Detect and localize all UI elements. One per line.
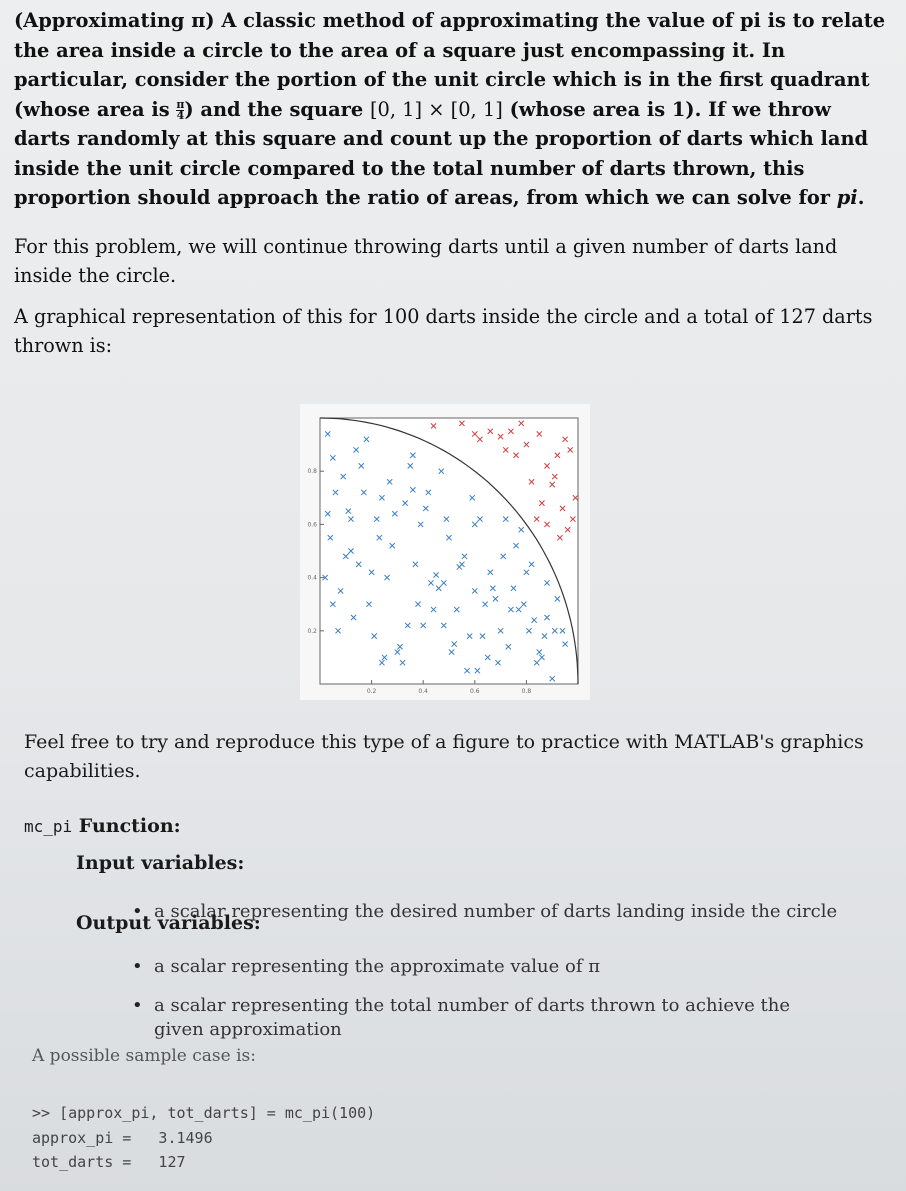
intro-body: A classic method of approximating the value of pi is to relate the area inside a circle to the area of a square just encompassing it. In particular, consider the portion of the unit circle which is in the first quadrant (whose area is	[14, 9, 886, 121]
output-item: • a scalar representing the approximate value of π	[154, 955, 600, 979]
square-expression: [0, 1] × [0, 1]	[369, 97, 503, 121]
code-line-tot-darts: tot_darts = 127	[32, 1153, 186, 1171]
x-tick-label: 0.4	[418, 688, 428, 695]
pi-over-4-fraction: $\frac{\pi}{4}$	[176, 98, 185, 122]
y-tick-label: 0.6	[307, 521, 317, 529]
axes-box	[320, 418, 578, 684]
intro-paragraph: (Approximating π) A classic method of approximating the value of pi is to relate the area inside a circle to the area of a square just encompassing it. In particular, consider the portion of the unit circle which is in the first quadrant (whose area is $\frac{\pi}{4}$ ) and the square [0, 1] × [0, 1] (whose area is 1). If we throw darts randomly at this square and count up the proportion of darts which land inside the unit circle compared to the total number of darts thrown, this proportion should approach the ratio of areas, from which we can solve for pi.	[14, 9, 886, 209]
x-tick-label: 0.6	[470, 688, 480, 695]
problem-paragraph: For this problem, we will continue throwing darts until a given number of darts land inside the circle.	[14, 235, 838, 287]
y-tick-label: 0.4	[307, 574, 317, 582]
dart-scatter-plot	[300, 404, 590, 700]
code-line-approx-pi: approx_pi = 3.1496	[32, 1129, 213, 1147]
x-tick-label: 0.2	[366, 688, 377, 695]
input-heading: Input variables:	[76, 852, 245, 874]
graphic-intro-paragraph: A graphical representation of this for 100 darts inside the circle and a total of 127 darts thrown is:	[14, 305, 873, 357]
function-name: mc_pi	[24, 817, 73, 836]
x-tick-label: 0.8	[521, 688, 532, 695]
y-tick-label: 0.8	[307, 468, 317, 476]
output-item: • a scalar representing the total number of darts thrown to achieve the given approximation	[154, 994, 844, 1042]
intro-title: (Approximating π)	[14, 9, 215, 32]
function-heading: mc_pi Function:	[24, 815, 181, 837]
practice-paragraph: Feel free to try and reproduce this type of a figure to practice with MATLAB's graphics capabilities.	[24, 731, 864, 782]
sample-intro: A possible sample case is:	[32, 1046, 256, 1066]
input-item: • a scalar representing the desired number of darts landing inside the circle	[154, 900, 837, 924]
output-heading: Output variables:	[76, 912, 261, 934]
code-line-command: >> [approx_pi, tot_darts] = mc_pi(100)	[32, 1104, 376, 1122]
pi-word: pi	[836, 186, 858, 209]
y-tick-label: 0.2	[307, 627, 317, 635]
